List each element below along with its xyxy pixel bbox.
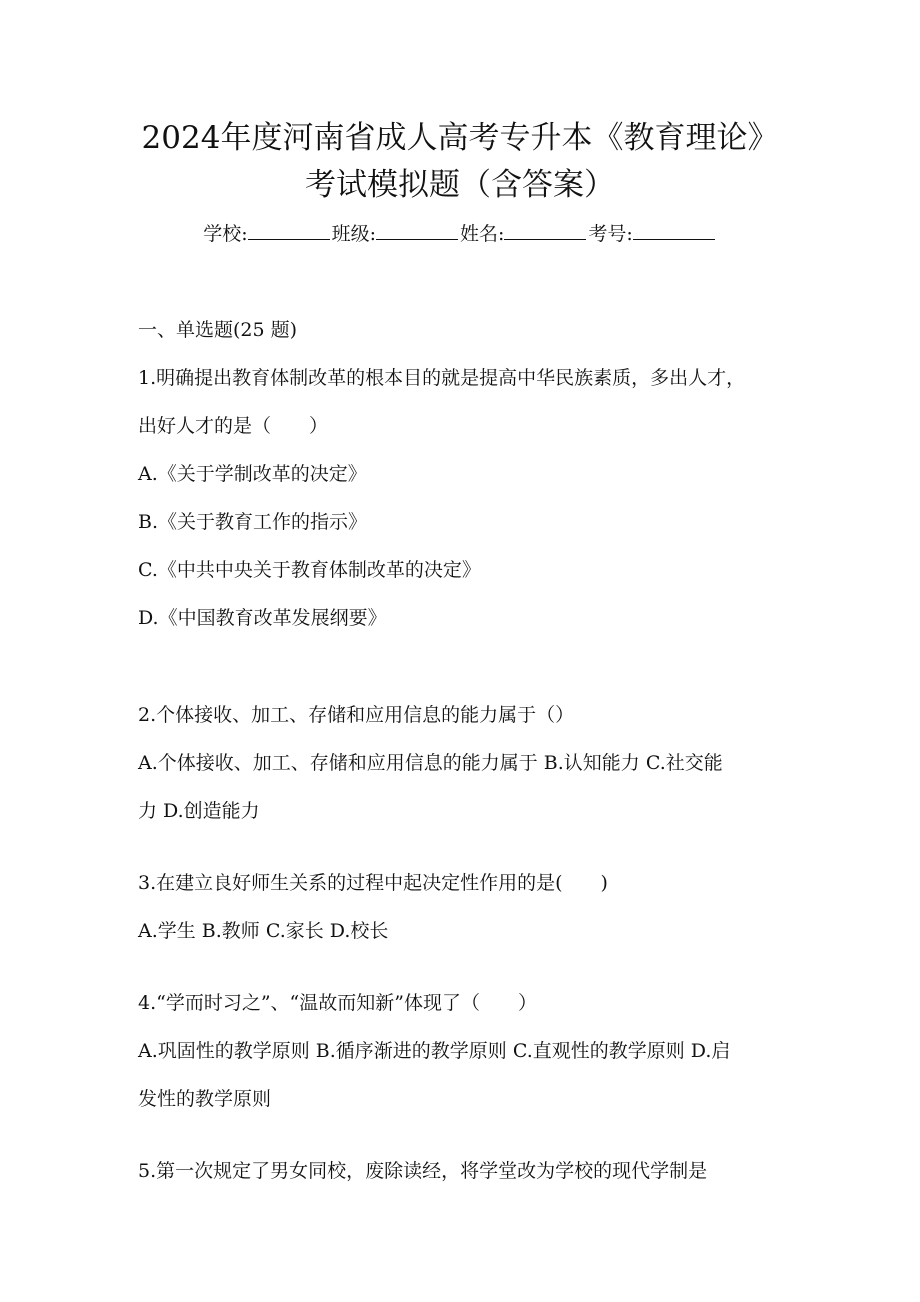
question-5-stem: 5.第一次规定了男女同校，废除读经，将学堂改为学校的现代学制是 xyxy=(138,1160,708,1182)
question-2-stem: 2.个体接收、加工、存储和应用信息的能力属于（） xyxy=(138,704,575,726)
question-2-options-cont: 力 D.创造能力 xyxy=(138,800,260,822)
school-label: 学校: xyxy=(203,223,248,245)
question-3-options: A.学生 B.教师 C.家长 D.校长 xyxy=(138,920,389,942)
class-label: 班级: xyxy=(331,223,376,245)
document-title-line-1: 2024年度河南省成人高考专升本《教育理论》 xyxy=(141,120,779,156)
document-title-line-2: 考试模拟题（含答案） xyxy=(305,167,615,203)
question-4-options-cont: 发性的教学原则 xyxy=(138,1088,272,1110)
school-blank xyxy=(248,221,330,240)
name-blank xyxy=(504,221,586,240)
question-4-options: A.巩固性的教学原则 B.循序渐进的教学原则 C.直观性的教学原则 D.启 xyxy=(138,1040,731,1062)
question-1-stem-cont: 出好人才的是（ ） xyxy=(138,415,329,437)
exam-number-blank xyxy=(633,221,715,240)
class-blank xyxy=(376,221,458,240)
student-info-fields xyxy=(0,221,920,247)
question-3-stem: 3.在建立良好师生关系的过程中起决定性作用的是( ) xyxy=(138,872,608,894)
question-1-option-d: D.《中国教育改革发展纲要》 xyxy=(138,607,387,629)
question-2-options: A.个体接收、加工、存储和应用信息的能力属于 B.认知能力 C.社交能 xyxy=(138,752,723,774)
question-1-option-c: C.《中共中央关于教育体制改革的决定》 xyxy=(138,559,481,581)
name-label: 姓名: xyxy=(460,223,505,245)
question-1-stem: 1.明确提出教育体制改革的根本目的就是提高中华民族素质，多出人才， xyxy=(138,367,746,389)
question-1-option-a: A.《关于学制改革的决定》 xyxy=(138,463,367,485)
exam-number-label: 考号: xyxy=(588,223,633,245)
question-4-stem: 4.“学而时习之”、“温故而知新”体现了（ ） xyxy=(138,992,537,1014)
section-heading: 一、单选题(25 题) xyxy=(138,319,298,341)
question-1-option-b: B.《关于教育工作的指示》 xyxy=(138,511,368,533)
